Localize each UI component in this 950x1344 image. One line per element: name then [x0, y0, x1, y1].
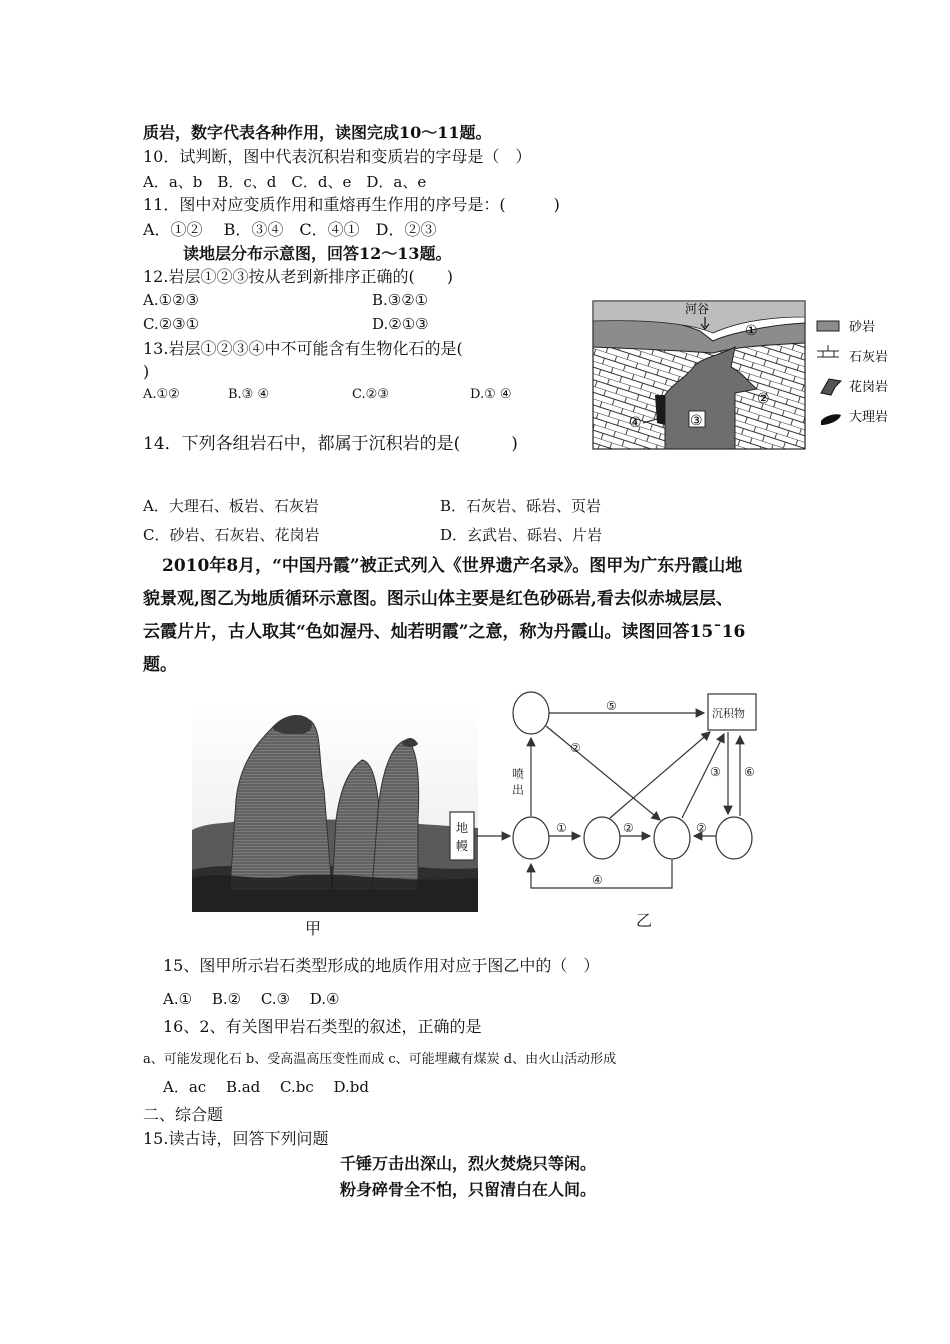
question-16-options: A．ac B.ad C.bc D.bd: [163, 1078, 369, 1096]
question-10: 10．试判断，图中代表沉积岩和变质岩的字母是（ ）: [143, 147, 532, 166]
question-15: 15、图甲所示岩石类型形成的地质作用对应于图乙中的（ ）: [163, 956, 600, 975]
mantle-label-2: 幔: [456, 839, 469, 853]
q13-option-a: A.①②: [143, 387, 180, 402]
legend-granite: 花岗岩: [849, 380, 889, 395]
q14-option-d: D．玄武岩、砾岩、片岩: [440, 526, 603, 544]
question-16-statements: a、可能发现化石 b、受高温高压变性而成 c、可能埋藏有煤炭 d、由火山活动形成: [143, 1052, 617, 1067]
label-2: ②: [757, 391, 770, 407]
poem-line-2: 粉身碎骨全不怕，只留清白在人间。: [340, 1180, 597, 1199]
label-1: ①: [745, 323, 758, 339]
poem-line-1: 千锤万击出深山，烈火焚烧只等闲。: [340, 1154, 597, 1173]
circle-d: [716, 817, 752, 859]
mantle-label-1: 地: [456, 821, 469, 835]
arrow-label-4: ④: [592, 873, 603, 887]
label-3: ③: [690, 413, 703, 429]
arrow-label-5: ⑤: [606, 699, 617, 713]
question-11: 11．图中对应变质作用和重熔再生作用的序号是：( ): [143, 195, 560, 214]
valley-label: 河谷: [684, 302, 710, 316]
rock-cycle-diagram: [440, 680, 780, 940]
erupt-label-1: 喷: [512, 767, 525, 781]
question-13: 13.岩层①②③④中不可能含有生物化石的是(: [143, 339, 463, 358]
question-15-options: A.① B.② C.③ D.④: [163, 990, 340, 1008]
danxia-paragraph-4: 题。: [143, 655, 177, 675]
erupt-label-2: 出: [512, 783, 525, 797]
q12-option-c: C.②③①: [143, 315, 200, 333]
circle-a: [513, 817, 549, 859]
q13-option-c: C.②③: [352, 387, 389, 402]
question-10-options: A．a、b B．c、d C．d、e D．a、e: [143, 173, 427, 191]
arrow-label-1: ①: [556, 821, 567, 835]
q13-option-b: B.③ ④: [228, 387, 270, 402]
legend-limestone-swatch: [817, 345, 839, 357]
caption-yi: 乙: [636, 911, 653, 930]
q14-option-c: C．砂岩、石灰岩、花岗岩: [143, 526, 320, 544]
question-13-cont: ): [143, 362, 150, 381]
q12-option-d: D.②①③: [372, 315, 429, 333]
question-14: 14．下列各组岩石中，都属于沉积岩的是( ): [143, 434, 518, 454]
strata-diagram: [585, 295, 905, 455]
q12-option-a: A.①②③: [143, 291, 199, 309]
label-4: ④: [629, 415, 642, 431]
legend-limestone: 石灰岩: [849, 350, 889, 365]
arrow-label-3: ③: [710, 765, 721, 779]
arrow-label-6: ⑥: [744, 765, 755, 779]
question-16: 16、2、有关图甲岩石类型的叙述，正确的是: [163, 1017, 482, 1036]
legend-marble: 大理岩: [849, 410, 889, 425]
circle-c: [654, 817, 690, 859]
legend-granite-swatch: [821, 379, 841, 395]
legend-sandstone: 砂岩: [849, 320, 876, 335]
q14-option-b: B．石灰岩、砾岩、页岩: [440, 497, 602, 515]
section-2-title: 二、综合题: [143, 1105, 224, 1124]
sediment-label: 沉积物: [712, 707, 745, 720]
question-12: 12.岩层①②③按从老到新排序正确的( ): [143, 267, 453, 286]
arrow-label-2-right: ②: [696, 821, 707, 835]
danxia-paragraph-3: 云霞片片，古人取其“色如渥丹、灿若明霞”之意，称为丹霞山。读图回答15¯16: [143, 622, 746, 642]
q14-option-a: A．大理石、板岩、石灰岩: [143, 497, 319, 515]
danxia-paragraph-1: 2010年8月，“中国丹霞”被正式列入《世界遗产名录》。图甲为广东丹霞山地: [162, 556, 743, 576]
circle-magma-top: [513, 692, 549, 734]
comprehensive-question-15: 15.读古诗，回答下列问题: [143, 1129, 329, 1148]
q13-option-d: D.① ④: [470, 387, 512, 402]
danxia-paragraph-2: 貌景观,图乙为地质循环示意图。图示山体主要是红色砂砾岩,看去似赤城层层、: [143, 589, 733, 609]
strata-instruction: 读地层分布示意图，回答12～13题。: [183, 244, 452, 263]
legend-marble-swatch: [821, 414, 841, 425]
q12-option-b: B.③②①: [372, 291, 429, 309]
caption-jia: 甲: [305, 919, 322, 938]
intro-line: 质岩，数字代表各种作用，读图完成10～11题。: [143, 123, 492, 142]
legend-sandstone-swatch: [817, 321, 839, 331]
arrow-label-2-top: ②: [570, 741, 581, 755]
circle-b: [584, 817, 620, 859]
danxia-landscape-photo: [192, 700, 478, 912]
question-11-options: A．①② B．③④ C．④① D．②③: [143, 220, 437, 239]
arrow-label-2-mid: ②: [623, 821, 634, 835]
